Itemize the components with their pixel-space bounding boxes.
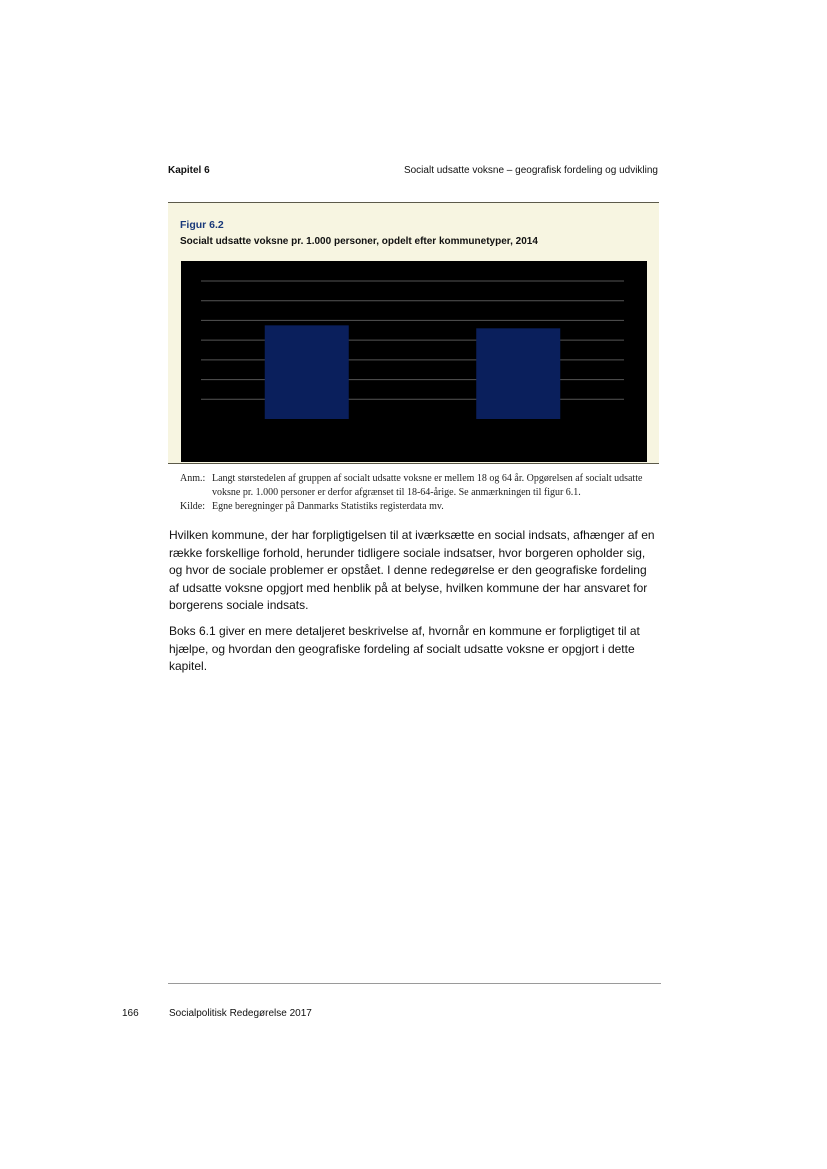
figure-notes [180,472,650,514]
footer-title: Socialpolitisk Redegørelse 2017 [169,1008,312,1019]
figure-box [168,202,659,464]
body-paragraph-1: Hvilken kommune, der har forpligtigelsen til at iværksætte en social indsats, afhænger af en række forskellige forhold, herunder tidligere sociale indsatser, hvor borgeren opholder sig, og hvor de sociale problemer er opstået. I denne redegørelse er den geografiske fordeling af udsatte voksne opgjort med henblik på at belyse, hvilken kommune der har ansvaret for borgerens sociale indsats. [169,528,655,612]
note-row-kilde [180,500,650,514]
bar-chart [181,261,647,462]
figure-number: Figur 6.2 [180,219,224,231]
source-label: Kilde: [180,501,205,512]
note-text: Langt størstedelen af gruppen af socialt udsatte voksne er mellem 18 og 64 år. Opgørelsen af socialt udsatte voksne pr. 1.000 personer er derfor afgrænset til 18-64-årige. Se anmærkningen til figur 6.1. [212,473,643,498]
bar [265,325,349,419]
page-number: 166 [122,1008,139,1019]
chart-area [181,261,647,462]
figure-title: Socialt udsatte voksne pr. 1.000 personer, opdelt efter kommunetyper, 2014 [180,236,538,247]
source-text: Egne beregninger på Danmarks Statistiks registerdata mv. [212,501,444,512]
footer-divider [168,983,661,984]
note-row-anm [180,472,650,500]
bar [476,328,560,419]
body-paragraph-2: Boks 6.1 giver en mere detaljeret beskrivelse af, hvornår en kommune er forpligtiget til at hjælpe, og hvordan den geografiske fordeling af socialt udsatte voksne er opgjort i dette kapitel. [169,624,640,673]
chapter-label: Kapitel 6 [168,165,210,176]
note-label: Anm.: [180,473,206,484]
section-title: Socialt udsatte voksne – geografisk fordeling og udvikling [403,165,658,176]
